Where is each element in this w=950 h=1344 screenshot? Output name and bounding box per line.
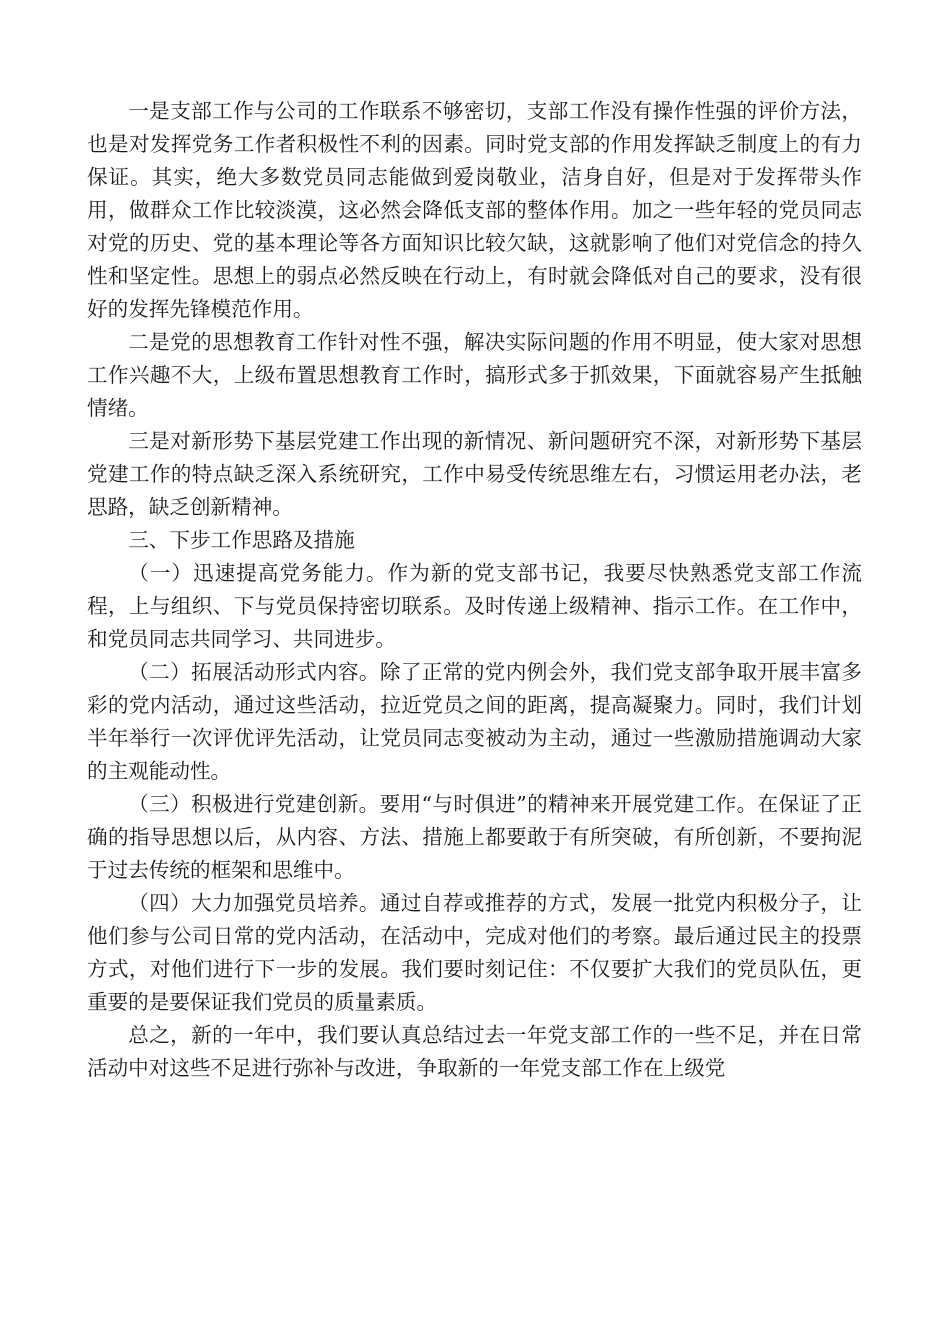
paragraph-issue-two: 二是党的思想教育工作针对性不强，解决实际问题的作用不明显，使大家对思想工作兴趣不大，上级布置思想教育工作时，搞形式多于抓效果，下面就容易产生抵触情绪。 xyxy=(87,330,862,420)
paragraph-measure-four: （四）大力加强党员培养。通过自荐或推荐的方式，发展一批党内积极分子，让他们参与公司日常的党内活动，在活动中，完成对他们的考察。最后通过民主的投票方式，对他们进行下一步的发展。我们要时刻记住：不仅要扩大我们的党员队伍，更重要的是要保证我们党员的质量素质。 xyxy=(87,891,862,1014)
paragraph-conclusion: 总之，新的一年中，我们要认真总结过去一年党支部工作的一些不足，并在日常活动中对这些不足进行弥补与改进，争取新的一年党支部工作在上级党 xyxy=(87,1023,862,1080)
paragraph-measure-one: （一）迅速提高党务能力。作为新的党支部书记，我要尽快熟悉党支部工作流程，上与组织、下与党员保持密切联系。及时传递上级精神、指示工作。在工作中，和党员同志共同学习、共同进步。 xyxy=(87,561,862,651)
document-body xyxy=(87,95,862,1085)
paragraph-measure-three: （三）积极进行党建创新。要用“与时俱进”的精神来开展党建工作。在保证了正确的指导思想以后，从内容、方法、措施上都要敢于有所突破，有所创新，不要拘泥于过去传统的框架和思维中。 xyxy=(87,792,862,882)
paragraph-measure-two: （二）拓展活动形式内容。除了正常的党内例会外，我们党支部争取开展丰富多彩的党内活动，通过这些活动，拉近党员之间的距离，提高凝聚力。同时，我们计划半年举行一次评优评先活动，让党员同志变被动为主动，通过一些激励措施调动大家的主观能动性。 xyxy=(87,660,862,783)
section-heading-next-steps: 三、下步工作思路及措施 xyxy=(128,528,355,552)
paragraph-issue-one: 一是支部工作与公司的工作联系不够密切，支部工作没有操作性强的评价方法，也是对发挥党务工作者积极性不利的因素。同时党支部的作用发挥缺乏制度上的有力保证。其实，绝大多数党员同志能做到爱岗敬业，洁身自好，但是对于发挥带头作用，做群众工作比较淡漠，这必然会降低支部的整体作用。加之一些年轻的党员同志对党的历史、党的基本理论等各方面知识比较欠缺，这就影响了他们对党信念的持久性和坚定性。思想上的弱点必然反映在行动上，有时就会降低对自己的要求，没有很好的发挥先锋模范作用。 xyxy=(87,99,862,321)
paragraph-issue-three: 三是对新形势下基层党建工作出现的新情况、新问题研究不深，对新形势下基层党建工作的特点缺乏深入系统研究，工作中易受传统思维左右，习惯运用老办法，老思路，缺乏创新精神。 xyxy=(87,429,862,519)
